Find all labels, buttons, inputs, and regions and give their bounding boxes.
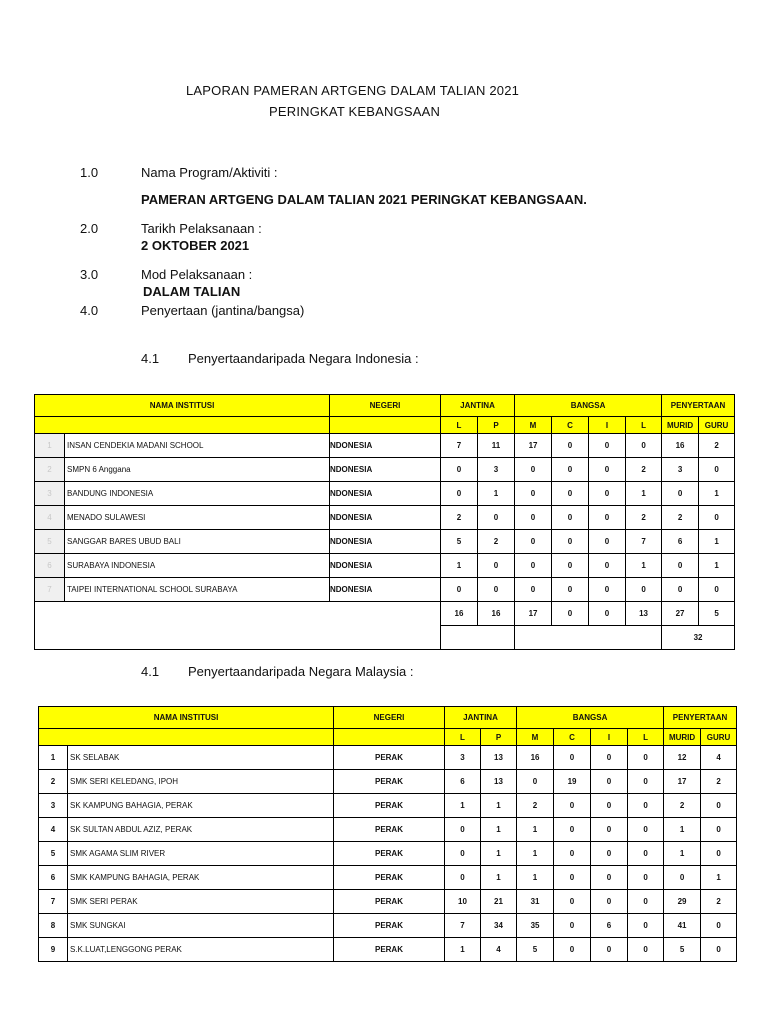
value-m: 0 <box>515 578 552 602</box>
value-m: 16 <box>517 746 554 770</box>
value-i: 0 <box>589 554 626 578</box>
row-number: 7 <box>39 890 68 914</box>
institution-name: SK SELABAK <box>68 746 334 770</box>
value-i: 0 <box>591 890 628 914</box>
value-guru: 1 <box>699 482 735 506</box>
header-blank <box>35 417 330 434</box>
institution-name: TAIPEI INTERNATIONAL SCHOOL SURABAYA <box>65 578 330 602</box>
value-c: 0 <box>552 554 589 578</box>
table-row <box>35 482 735 506</box>
value-murid: 5 <box>664 938 701 962</box>
row-number: 1 <box>39 746 68 770</box>
value-c: 19 <box>554 770 591 794</box>
value-murid: 17 <box>664 770 701 794</box>
value-l2: 2 <box>626 458 662 482</box>
value-l2: 0 <box>626 434 662 458</box>
header-nama-institusi: NAMA INSTITUSI <box>35 395 330 417</box>
institution-name: SMK AGAMA SLIM RIVER <box>68 842 334 866</box>
value-p: 1 <box>481 794 517 818</box>
value-l2: 0 <box>628 770 664 794</box>
value-l: 5 <box>441 530 478 554</box>
header-negeri: NEGERI <box>330 395 441 417</box>
value-c: 0 <box>552 458 589 482</box>
value-p: 4 <box>481 938 517 962</box>
table-row <box>39 746 737 770</box>
value-l: 1 <box>445 794 481 818</box>
value-l: 0 <box>441 482 478 506</box>
value-m: 0 <box>517 770 554 794</box>
row-number: 6 <box>39 866 68 890</box>
subsection-indonesia-label: Penyertaandaripada Negara Indonesia : <box>188 351 419 366</box>
state-name: PERAK <box>334 842 445 866</box>
table-row <box>39 914 737 938</box>
value-guru: 1 <box>699 530 735 554</box>
institution-name: SMK SUNGKAI <box>68 914 334 938</box>
table-row <box>35 458 735 482</box>
indonesia-table <box>34 394 735 650</box>
row-number: 3 <box>35 482 65 506</box>
value-guru: 0 <box>701 938 737 962</box>
value-l2: 0 <box>626 578 662 602</box>
state-name: NDONESIA <box>330 530 441 554</box>
value-p: 2 <box>478 530 515 554</box>
value-p: 34 <box>481 914 517 938</box>
section-3-value: DALAM TALIAN <box>143 284 241 299</box>
total-p: 16 <box>478 602 515 626</box>
state-name: NDONESIA <box>330 458 441 482</box>
section-3-label: Mod Pelaksanaan : <box>141 267 253 282</box>
grand-total: 32 <box>662 626 735 650</box>
value-p: 3 <box>478 458 515 482</box>
value-c: 0 <box>554 842 591 866</box>
row-number: 5 <box>39 842 68 866</box>
value-l2: 2 <box>626 506 662 530</box>
row-number: 8 <box>39 914 68 938</box>
state-name: PERAK <box>334 938 445 962</box>
value-m: 0 <box>515 554 552 578</box>
row-number: 4 <box>39 818 68 842</box>
header-bangsa: BANGSA <box>517 707 664 729</box>
header-c: C <box>552 417 589 434</box>
total-m: 17 <box>515 602 552 626</box>
value-p: 1 <box>481 818 517 842</box>
value-l2: 0 <box>628 746 664 770</box>
subsection-indonesia-number: 4.1 <box>141 351 160 366</box>
header-blank <box>334 729 445 746</box>
value-murid: 0 <box>662 578 699 602</box>
value-l2: 0 <box>628 890 664 914</box>
header-i: I <box>589 417 626 434</box>
table-row <box>35 554 735 578</box>
header-penyertaan: PENYERTAAN <box>662 395 735 417</box>
value-l2: 0 <box>628 842 664 866</box>
header-m: M <box>517 729 554 746</box>
value-i: 0 <box>591 866 628 890</box>
header-i: I <box>591 729 628 746</box>
institution-name: SMPN 6 Anggana <box>65 458 330 482</box>
value-c: 0 <box>554 746 591 770</box>
state-name: NDONESIA <box>330 506 441 530</box>
value-c: 0 <box>554 866 591 890</box>
institution-name: INSAN CENDEKIA MADANI SCHOOL <box>65 434 330 458</box>
value-i: 0 <box>591 794 628 818</box>
value-p: 13 <box>481 770 517 794</box>
value-i: 0 <box>591 842 628 866</box>
value-murid: 12 <box>664 746 701 770</box>
total-l2: 13 <box>626 602 662 626</box>
total-i: 0 <box>589 602 626 626</box>
value-m: 0 <box>515 506 552 530</box>
value-l: 0 <box>441 458 478 482</box>
value-c: 0 <box>554 890 591 914</box>
value-l: 1 <box>445 938 481 962</box>
header-penyertaan: PENYERTAAN <box>664 707 737 729</box>
section-1-value: PAMERAN ARTGENG DALAM TALIAN 2021 PERINGKAT KEBANGSAAN. <box>141 192 587 207</box>
value-guru: 0 <box>701 818 737 842</box>
row-number: 3 <box>39 794 68 818</box>
value-guru: 0 <box>699 578 735 602</box>
row-number: 9 <box>39 938 68 962</box>
row-number: 2 <box>39 770 68 794</box>
state-name: NDONESIA <box>330 578 441 602</box>
header-guru: GURU <box>701 729 737 746</box>
header-blank <box>39 729 334 746</box>
value-murid: 2 <box>662 506 699 530</box>
value-l2: 0 <box>628 938 664 962</box>
value-l: 0 <box>441 578 478 602</box>
malaysia-table <box>38 706 737 962</box>
value-m: 0 <box>515 530 552 554</box>
value-i: 6 <box>591 914 628 938</box>
value-i: 0 <box>589 458 626 482</box>
value-p: 1 <box>481 842 517 866</box>
value-murid: 16 <box>662 434 699 458</box>
value-m: 17 <box>515 434 552 458</box>
institution-name: SMK SERI PERAK <box>68 890 334 914</box>
header-p: P <box>478 417 515 434</box>
section-1-number: 1.0 <box>80 165 99 180</box>
table-row <box>39 770 737 794</box>
value-l2: 0 <box>628 794 664 818</box>
value-p: 13 <box>481 746 517 770</box>
value-murid: 1 <box>664 818 701 842</box>
row-number: 4 <box>35 506 65 530</box>
header-l2: L <box>628 729 664 746</box>
value-murid: 2 <box>664 794 701 818</box>
value-m: 1 <box>517 842 554 866</box>
header-blank <box>330 417 441 434</box>
header-jantina: JANTINA <box>441 395 515 417</box>
report-subtitle: PERINGKAT KEBANGSAAN <box>269 104 441 119</box>
row-number: 6 <box>35 554 65 578</box>
header-nama-institusi: NAMA INSTITUSI <box>39 707 334 729</box>
institution-name: SURABAYA INDONESIA <box>65 554 330 578</box>
value-guru: 1 <box>701 866 737 890</box>
value-m: 31 <box>517 890 554 914</box>
value-m: 0 <box>515 482 552 506</box>
value-c: 0 <box>552 530 589 554</box>
total-guru: 5 <box>699 602 735 626</box>
institution-name: MENADO SULAWESI <box>65 506 330 530</box>
value-c: 0 <box>552 506 589 530</box>
table-row <box>39 842 737 866</box>
value-l: 10 <box>445 890 481 914</box>
total-c: 0 <box>552 602 589 626</box>
value-murid: 0 <box>664 866 701 890</box>
value-c: 0 <box>554 818 591 842</box>
header-negeri: NEGERI <box>334 707 445 729</box>
section-2-label: Tarikh Pelaksanaan : <box>141 221 262 236</box>
value-p: 21 <box>481 890 517 914</box>
value-guru: 4 <box>701 746 737 770</box>
total-murid: 27 <box>662 602 699 626</box>
value-l2: 0 <box>628 914 664 938</box>
header-l2: L <box>626 417 662 434</box>
section-4-label: Penyertaan (jantina/bangsa) <box>141 303 305 318</box>
institution-name: SMK SERI KELEDANG, IPOH <box>68 770 334 794</box>
state-name: PERAK <box>334 914 445 938</box>
header-c: C <box>554 729 591 746</box>
table-row <box>35 578 735 602</box>
total-l: 16 <box>441 602 478 626</box>
value-p: 0 <box>478 506 515 530</box>
totals-blank <box>35 602 441 650</box>
value-l2: 7 <box>626 530 662 554</box>
value-c: 0 <box>554 914 591 938</box>
value-guru: 1 <box>699 554 735 578</box>
value-c: 0 <box>554 794 591 818</box>
value-l: 7 <box>441 434 478 458</box>
header-p: P <box>481 729 517 746</box>
institution-name: S.K.LUAT,LENGGONG PERAK <box>68 938 334 962</box>
state-name: NDONESIA <box>330 482 441 506</box>
value-guru: 0 <box>701 914 737 938</box>
state-name: PERAK <box>334 770 445 794</box>
table-row <box>39 794 737 818</box>
state-name: PERAK <box>334 746 445 770</box>
value-guru: 0 <box>701 794 737 818</box>
value-i: 0 <box>591 746 628 770</box>
value-murid: 0 <box>662 482 699 506</box>
value-guru: 0 <box>699 506 735 530</box>
value-l2: 0 <box>628 818 664 842</box>
section-4-number: 4.0 <box>80 303 99 318</box>
value-i: 0 <box>589 434 626 458</box>
institution-name: SANGGAR BARES UBUD BALI <box>65 530 330 554</box>
subsection-malaysia-label: Penyertaandaripada Negara Malaysia : <box>188 664 414 679</box>
value-c: 0 <box>554 938 591 962</box>
value-i: 0 <box>591 938 628 962</box>
value-l: 2 <box>441 506 478 530</box>
value-l: 1 <box>441 554 478 578</box>
section-2-value: 2 OKTOBER 2021 <box>141 238 250 253</box>
value-l2: 1 <box>626 554 662 578</box>
value-murid: 1 <box>664 842 701 866</box>
header-m: M <box>515 417 552 434</box>
value-m: 2 <box>517 794 554 818</box>
value-l: 6 <box>445 770 481 794</box>
header-l: L <box>445 729 481 746</box>
value-m: 5 <box>517 938 554 962</box>
table-row <box>35 506 735 530</box>
value-m: 35 <box>517 914 554 938</box>
header-jantina: JANTINA <box>445 707 517 729</box>
value-c: 0 <box>552 434 589 458</box>
value-i: 0 <box>589 578 626 602</box>
table-row <box>35 434 735 458</box>
state-name: PERAK <box>334 794 445 818</box>
state-name: PERAK <box>334 890 445 914</box>
value-l2: 0 <box>628 866 664 890</box>
table-row <box>39 818 737 842</box>
state-name: PERAK <box>334 818 445 842</box>
value-c: 0 <box>552 482 589 506</box>
value-guru: 2 <box>699 434 735 458</box>
value-guru: 2 <box>701 770 737 794</box>
institution-name: SK KAMPUNG BAHAGIA, PERAK <box>68 794 334 818</box>
section-2-number: 2.0 <box>80 221 99 236</box>
institution-name: SK SULTAN ABDUL AZIZ, PERAK <box>68 818 334 842</box>
value-m: 1 <box>517 818 554 842</box>
value-i: 0 <box>591 770 628 794</box>
row-number: 5 <box>35 530 65 554</box>
header-guru: GURU <box>699 417 735 434</box>
value-p: 0 <box>478 578 515 602</box>
section-1-label: Nama Program/Aktiviti : <box>141 165 278 180</box>
row-number: 2 <box>35 458 65 482</box>
value-p: 1 <box>481 866 517 890</box>
grand-total-blank-bangsa <box>515 626 662 650</box>
header-murid: MURID <box>662 417 699 434</box>
header-murid: MURID <box>664 729 701 746</box>
value-c: 0 <box>552 578 589 602</box>
header-bangsa: BANGSA <box>515 395 662 417</box>
row-number: 7 <box>35 578 65 602</box>
value-m: 1 <box>517 866 554 890</box>
subsection-malaysia-number: 4.1 <box>141 664 160 679</box>
value-i: 0 <box>589 530 626 554</box>
state-name: PERAK <box>334 866 445 890</box>
institution-name: SMK KAMPUNG BAHAGIA, PERAK <box>68 866 334 890</box>
table-row <box>39 938 737 962</box>
value-i: 0 <box>589 482 626 506</box>
value-murid: 6 <box>662 530 699 554</box>
table-row <box>39 890 737 914</box>
value-guru: 2 <box>701 890 737 914</box>
value-guru: 0 <box>701 842 737 866</box>
value-i: 0 <box>591 818 628 842</box>
institution-name: BANDUNG INDONESIA <box>65 482 330 506</box>
value-l: 0 <box>445 818 481 842</box>
section-3-number: 3.0 <box>80 267 99 282</box>
value-murid: 0 <box>662 554 699 578</box>
value-p: 0 <box>478 554 515 578</box>
state-name: NDONESIA <box>330 434 441 458</box>
value-i: 0 <box>589 506 626 530</box>
value-l2: 1 <box>626 482 662 506</box>
value-l: 0 <box>445 866 481 890</box>
table-row <box>35 530 735 554</box>
value-m: 0 <box>515 458 552 482</box>
grand-total-blank-jantina <box>441 626 515 650</box>
value-p: 11 <box>478 434 515 458</box>
header-l: L <box>441 417 478 434</box>
report-title: LAPORAN PAMERAN ARTGENG DALAM TALIAN 2021 <box>186 83 520 98</box>
value-l: 3 <box>445 746 481 770</box>
value-guru: 0 <box>699 458 735 482</box>
value-murid: 3 <box>662 458 699 482</box>
row-number: 1 <box>35 434 65 458</box>
value-murid: 29 <box>664 890 701 914</box>
value-p: 1 <box>478 482 515 506</box>
value-murid: 41 <box>664 914 701 938</box>
state-name: NDONESIA <box>330 554 441 578</box>
value-l: 0 <box>445 842 481 866</box>
table-row <box>39 866 737 890</box>
value-l: 7 <box>445 914 481 938</box>
